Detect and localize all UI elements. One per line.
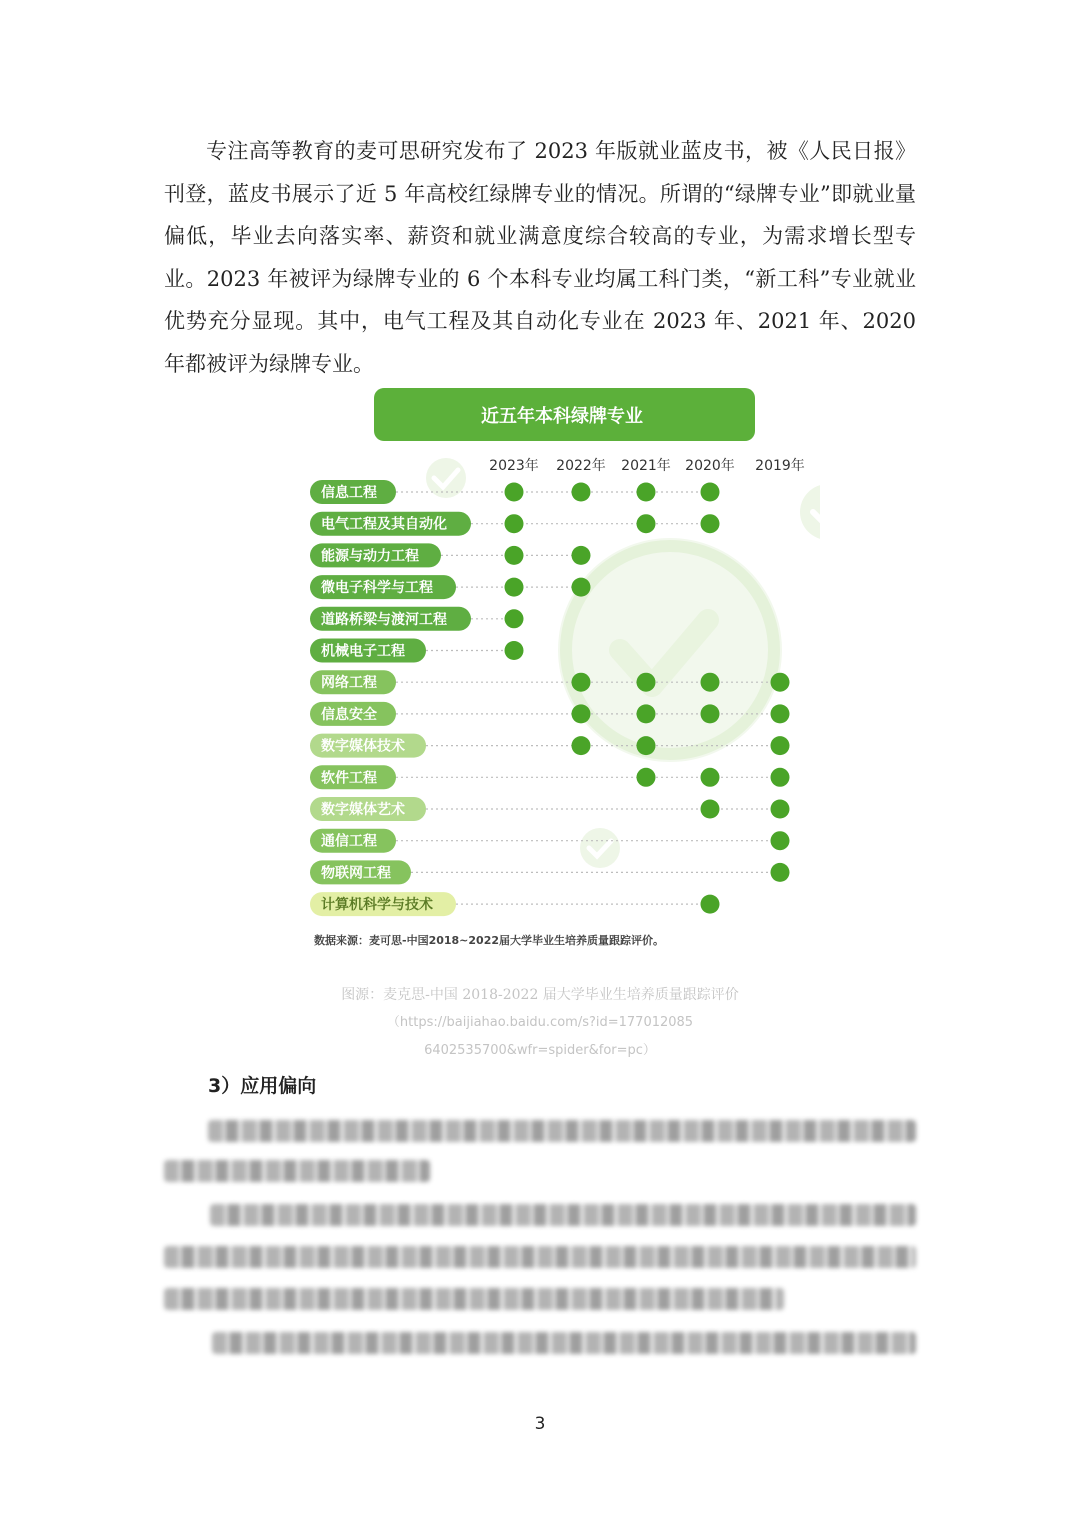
green-mark-dot: [771, 736, 790, 755]
green-mark-dot: [572, 673, 591, 692]
major-label: 计算机科学与技术: [321, 897, 433, 914]
year-header: 2021年: [621, 458, 671, 474]
green-mark-dot: [505, 514, 524, 533]
year-header: 2022年: [556, 458, 606, 474]
year-header: 2023年: [489, 458, 539, 474]
green-mark-dot: [701, 895, 720, 914]
green-mark-dot: [505, 578, 524, 597]
year-header: 2019年: [755, 458, 805, 474]
major-row: [310, 575, 591, 599]
green-mark-dot: [771, 768, 790, 787]
major-label: 软件工程: [321, 770, 377, 787]
major-label: 电气工程及其自动化: [321, 516, 447, 533]
green-mark-dot: [637, 736, 656, 755]
green-mark-dot: [572, 736, 591, 755]
green-mark-dot: [701, 483, 720, 502]
green-mark-dot: [572, 704, 591, 723]
major-row: [310, 765, 790, 789]
image-caption-url-line-1: （https://baijiahao.baidu.com/s?id=177012085: [386, 1015, 694, 1030]
green-mark-dot: [637, 514, 656, 533]
green-mark-dot: [637, 768, 656, 787]
green-mark-dot: [771, 800, 790, 819]
image-caption-line-1: 图源：麦克思-中国 2018-2022 届大学毕业生培养质量跟踪评价: [341, 987, 739, 1003]
major-label: 信息工程: [321, 485, 377, 501]
major-row: [310, 860, 790, 884]
major-label: 网络工程: [321, 675, 377, 692]
major-row: [310, 639, 524, 663]
major-row: [310, 512, 720, 536]
year-header: 2020年: [685, 458, 735, 474]
green-mark-dot: [505, 546, 524, 565]
major-row: [310, 607, 524, 631]
major-row: [310, 480, 720, 504]
major-row: [310, 829, 790, 853]
green-mark-dot: [701, 514, 720, 533]
green-mark-dot: [771, 863, 790, 882]
major-row: [310, 797, 790, 821]
major-label: 微电子科学与工程: [321, 580, 433, 597]
green-mark-dot: [505, 483, 524, 502]
year-headers: [489, 457, 805, 474]
major-label: 通信工程: [321, 833, 377, 850]
green-mark-dot: [771, 704, 790, 723]
image-caption-url-line-2: 6402535700&wfr=spider&for=pc）: [424, 1043, 656, 1058]
major-label: 数字媒体艺术: [321, 802, 405, 818]
major-row: [310, 892, 720, 916]
green-mark-dot: [701, 800, 720, 819]
page-number: 3: [534, 1414, 546, 1434]
green-mark-dot: [637, 673, 656, 692]
major-label: 数字媒体技术: [321, 738, 405, 755]
green-mark-dot: [701, 673, 720, 692]
green-mark-dot: [572, 578, 591, 597]
green-mark-dot: [701, 704, 720, 723]
green-majors-infographic: [300, 388, 820, 958]
major-label: 物联网工程: [321, 865, 391, 882]
major-label: 机械电子工程: [321, 643, 405, 660]
green-mark-dot: [771, 673, 790, 692]
green-mark-dot: [701, 768, 720, 787]
green-mark-dot: [505, 609, 524, 628]
major-label: 道路桥梁与渡河工程: [321, 611, 447, 628]
green-mark-dot: [771, 831, 790, 850]
infographic-title: 近五年本科绿牌专业: [481, 406, 643, 427]
green-mark-dot: [572, 546, 591, 565]
intro-paragraph: 专注高等教育的麦可思研究发布了 2023 年版就业蓝皮书，被《人民日报》刊登，蓝皮书展示了近 5 年高校红绿牌专业的情况。所谓的“绿牌专业”即就业量偏低，毕业去向落实率、薪资和就业满意度综合较高的专业，为需求增长型专业。2023 年被评为绿牌专业的 6 个本科专业均属工科门类，“新工科”专业就业优势充分显现。其中，电气工程及其自动化专业在 2023 年、2021 年、2020 年都被评为绿牌专业。: [164, 139, 916, 376]
green-mark-dot: [572, 483, 591, 502]
major-label: 能源与动力工程: [321, 548, 419, 565]
data-source-note: 数据来源：麦可思-中国2018~2022届大学毕业生培养质量跟踪评价。: [314, 934, 665, 947]
major-label: 信息安全: [321, 706, 377, 723]
green-mark-dot: [637, 483, 656, 502]
section-heading: 3）应用偏向: [208, 1075, 317, 1097]
major-row: [310, 543, 591, 567]
background-check-watermark-icon: [558, 538, 782, 762]
green-mark-dot: [637, 704, 656, 723]
green-mark-dot: [505, 641, 524, 660]
